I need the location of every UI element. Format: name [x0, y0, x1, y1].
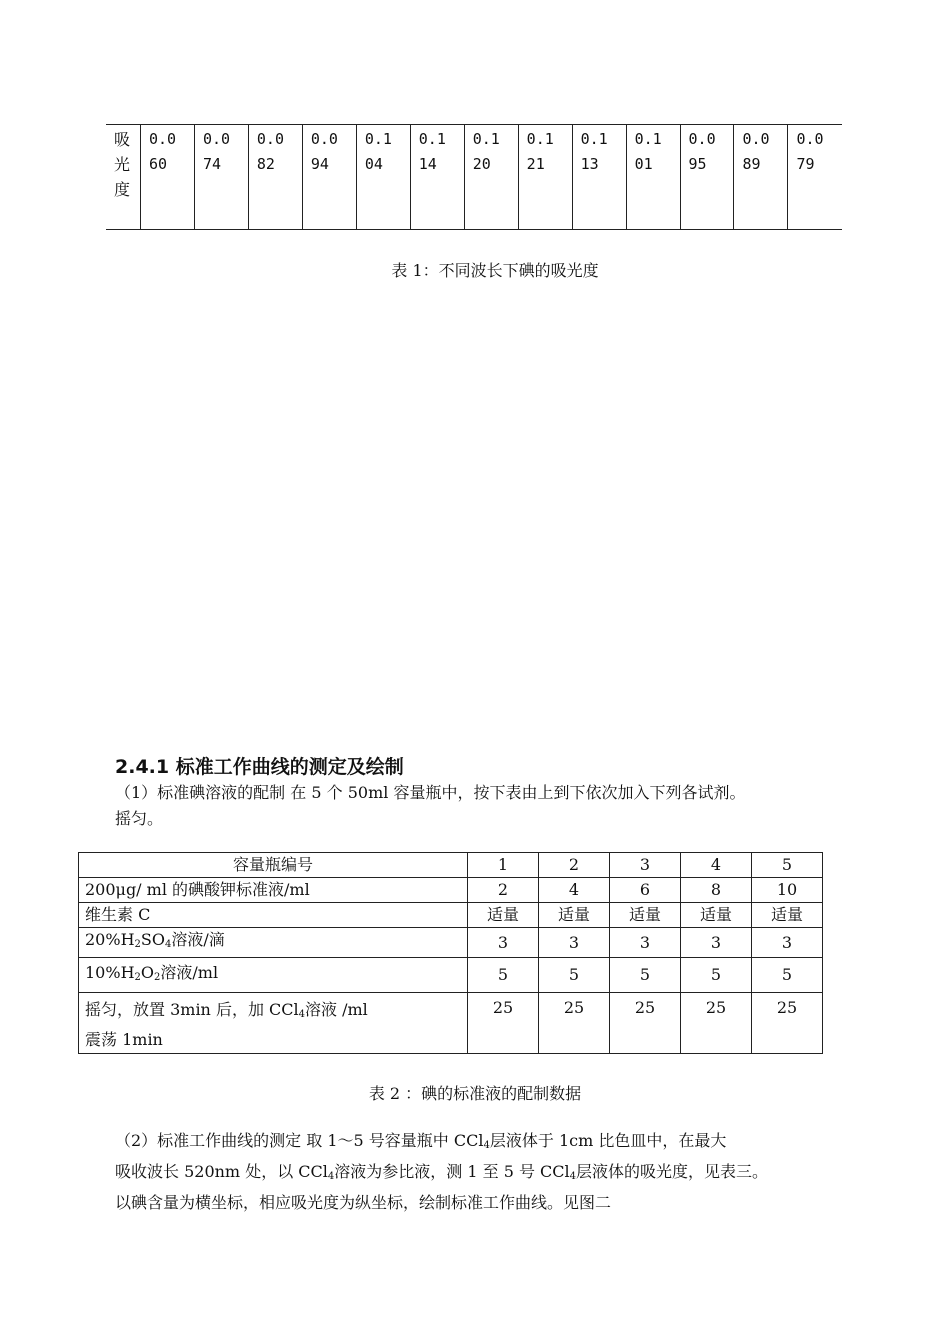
table-cell: 25: [752, 993, 823, 1054]
table-cell: 25: [681, 993, 752, 1054]
absorbance-cell: 0.0 82: [248, 125, 302, 230]
table-cell: 3: [539, 928, 610, 958]
row-label: $10\%H_2O_2$溶液/ml: [79, 958, 468, 993]
table-cell: 适量: [752, 903, 823, 928]
table2-caption: 表 2 ：碘的标准液的配制数据: [368, 1084, 582, 1103]
paragraph-2-line-2: 吸收波长 520nm 处，以 CCl$_4$溶液为参比液，测 1 至 5 号 CCl$_4$层液体的吸光度，见表三。: [115, 1162, 769, 1182]
table-row: [79, 958, 823, 993]
paragraph-1-line-1: （1）标准碘溶液的配制 在 5 个 50ml 容量瓶中，按下表由上到下依次加入下列各试剂。: [115, 783, 746, 802]
absorbance-cell: 0.1 13: [572, 125, 626, 230]
section-heading: 2.4.1 标准工作曲线的测定及绘制: [115, 756, 404, 778]
absorbance-cell: 0.0 79: [788, 125, 842, 230]
row-header-absorbance: 吸光度: [106, 125, 141, 230]
table-cell: 25: [468, 993, 539, 1054]
absorbance-cell: 0.0 60: [141, 125, 195, 230]
table-row: [79, 928, 823, 958]
absorbance-cell: 0.0 94: [302, 125, 356, 230]
table-cell: 5: [468, 958, 539, 993]
table-row: [79, 903, 823, 928]
paragraph-1-line-2: 摇匀。: [115, 809, 164, 828]
row-label: 摇匀，放置 3min 后，加 CCl$_4$溶液 /ml 震荡 1min: [79, 993, 468, 1054]
header-label: 容量瓶编号: [79, 853, 468, 878]
table1-caption: 表 1：不同波长下碘的吸光度: [391, 261, 599, 280]
paragraph-2: [115, 1128, 855, 1216]
table-cell: 5: [539, 958, 610, 993]
absorbance-cell: 0.1 14: [410, 125, 464, 230]
table-row: [79, 853, 823, 878]
table-cell: 2: [468, 878, 539, 903]
table-cell: 5: [681, 958, 752, 993]
standard-solution-table: [78, 852, 823, 1054]
table-cell: 3: [468, 928, 539, 958]
table-cell: 10: [752, 878, 823, 903]
table-cell: 3: [681, 928, 752, 958]
absorbance-cell: 0.0 95: [680, 125, 734, 230]
table-cell: 适量: [610, 903, 681, 928]
paragraph-2-line-1: （2）标准工作曲线的测定 取 1～5 号容量瓶中 CCl$_4$层液体于 1cm 比色皿中，在最大: [115, 1131, 727, 1151]
header-col: 2: [539, 853, 610, 878]
table-cell: 适量: [468, 903, 539, 928]
absorbance-cell: 0.1 04: [356, 125, 410, 230]
table-cell: 适量: [539, 903, 610, 928]
table-cell: 6: [610, 878, 681, 903]
table-cell: 25: [539, 993, 610, 1054]
table-cell: 25: [610, 993, 681, 1054]
table-cell: 适量: [681, 903, 752, 928]
header-col: 1: [468, 853, 539, 878]
table-cell: 4: [539, 878, 610, 903]
header-col: 5: [752, 853, 823, 878]
table-row: [79, 993, 823, 1054]
paragraph-2-line-3: 以碘含量为横坐标，相应吸光度为纵坐标，绘制标准工作曲线。见图二: [115, 1193, 612, 1212]
table-cell: 5: [610, 958, 681, 993]
table-row: [79, 878, 823, 903]
absorbance-table: [106, 124, 842, 230]
absorbance-cell: 0.1 21: [518, 125, 572, 230]
header-col: 3: [610, 853, 681, 878]
paragraph-1: [115, 780, 855, 832]
absorbance-cell: 0.1 01: [626, 125, 680, 230]
table-cell: 3: [610, 928, 681, 958]
row-label: 200μg/ ml 的碘酸钾标准液/ml: [79, 878, 468, 903]
absorbance-cell: 0.0 74: [194, 125, 248, 230]
absorbance-cell: 0.1 20: [464, 125, 518, 230]
header-col: 4: [681, 853, 752, 878]
absorbance-row: [106, 125, 842, 230]
row-label: $20\%H_2SO_4$溶液/滴: [79, 928, 468, 958]
row-label: 维生素 C: [79, 903, 468, 928]
table-cell: 3: [752, 928, 823, 958]
table-cell: 5: [752, 958, 823, 993]
table-cell: 8: [681, 878, 752, 903]
absorbance-cell: 0.0 89: [734, 125, 788, 230]
